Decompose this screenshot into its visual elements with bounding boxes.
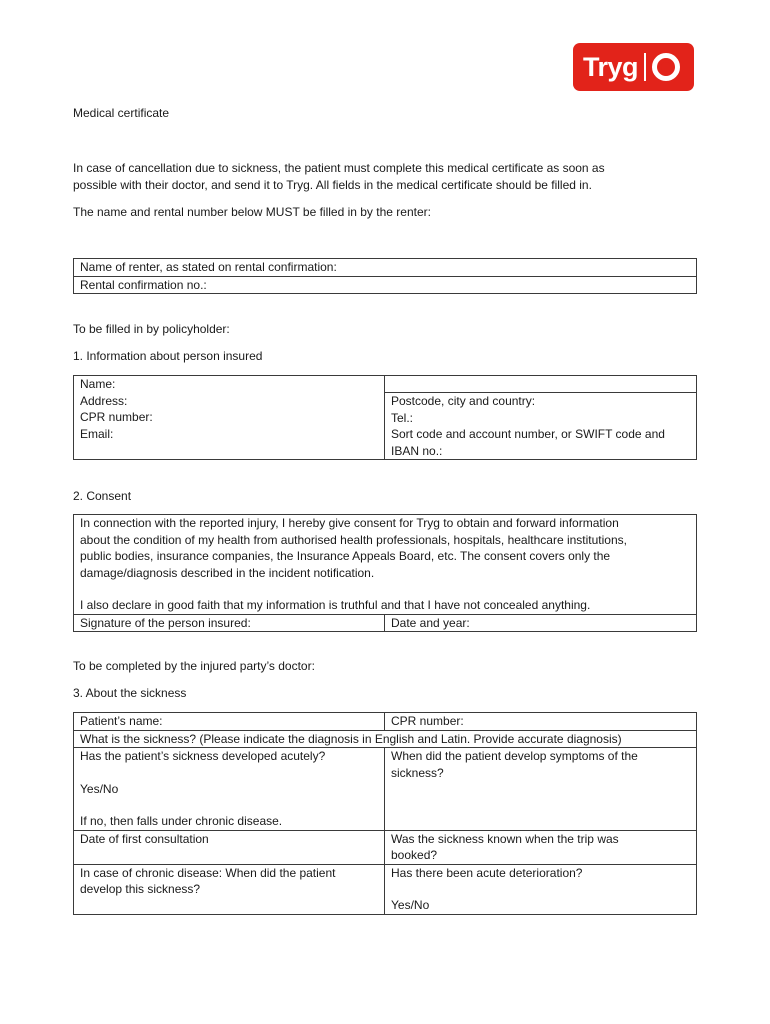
logo-text: Tryg (583, 52, 639, 82)
patient-cpr-field[interactable]: CPR number: (391, 714, 464, 728)
sickness-table (73, 712, 697, 915)
insured-info-table (73, 375, 697, 460)
rental-name-row[interactable] (74, 259, 696, 277)
section3-heading: 3. About the sickness (73, 686, 187, 700)
symptoms-question-line1: When did the patient develop symptoms of the (391, 749, 638, 763)
acute-question-cell[interactable] (74, 748, 385, 830)
consent-table (73, 514, 697, 632)
first-consultation-field[interactable]: Date of first consultation (80, 831, 209, 846)
logo-divider (644, 53, 646, 81)
must-note: The name and rental number below MUST be filled in by the renter: (73, 205, 431, 219)
bank-field-line1[interactable]: Sort code and account number, or SWIFT code and (391, 427, 665, 441)
tryg-logo (573, 43, 694, 91)
insured-left-column (74, 376, 385, 459)
section2-heading: 2. Consent (73, 489, 132, 503)
consent-line-1: In connection with the reported injury, I hereby give consent for Tryg to obtain and forward information (80, 516, 619, 530)
email-field[interactable]: Email: (80, 426, 114, 441)
bank-field-line2[interactable]: IBAN no.: (391, 443, 443, 458)
chronic-row (74, 865, 696, 914)
policyholder-heading: To be filled in by policyholder: (73, 322, 230, 336)
symptoms-question-line2: sickness? (391, 765, 444, 780)
symptoms-cell[interactable] (385, 748, 696, 830)
blank-cell[interactable] (385, 376, 696, 393)
rental-number-row[interactable] (74, 277, 696, 294)
acute-yes-no: Yes/No (80, 781, 119, 796)
intro-line-1: In case of cancellation due to sickness, the patient must complete this medical certificate as soon as (73, 161, 605, 175)
address-field[interactable]: Address: (80, 393, 128, 408)
postcode-field[interactable]: Postcode, city and country: (391, 394, 536, 408)
chronic-cell[interactable] (74, 865, 385, 914)
signature-field[interactable]: Signature of the person insured: (80, 615, 251, 630)
acute-question: Has the patient’s sickness developed acutely? (80, 749, 326, 763)
patient-name-field[interactable]: Patient’s name: (80, 714, 163, 728)
insured-right-column (385, 376, 696, 459)
known-question-line2: booked? (391, 848, 438, 862)
diagnosis-field[interactable]: What is the sickness? (Please indicate the diagnosis in English and Latin. Provide accurate diagnosis) (80, 731, 622, 746)
rental-number-label: Rental confirmation no.: (80, 277, 207, 292)
page-title: Medical certificate (73, 106, 170, 120)
known-cell[interactable] (385, 831, 696, 864)
acute-note: If no, then falls under chronic disease. (80, 814, 283, 828)
rental-name-label: Name of renter, as stated on rental confirmation: (80, 260, 337, 274)
consultation-row (74, 831, 696, 865)
consent-line-3: public bodies, insurance companies, the Insurance Appeals Board, etc. The consent covers only the (80, 549, 611, 563)
diagnosis-row (74, 731, 696, 749)
section1-heading: 1. Information about person insured (73, 349, 263, 363)
chronic-question-line1: In case of chronic disease: When did the patient (80, 865, 336, 880)
acute-row (74, 748, 696, 831)
consent-row (74, 515, 696, 615)
tel-field[interactable]: Tel.: (391, 410, 414, 425)
signature-row (74, 615, 696, 632)
intro-line-2: possible with their doctor, and send it to Tryg. All fields in the medical certificate should be filled in. (73, 178, 592, 192)
consent-line-4: damage/diagnosis described in the incident notification. (80, 565, 375, 580)
chronic-question-line2: develop this sickness? (80, 882, 201, 896)
lifebuoy-icon (651, 52, 681, 82)
declaration-text: I also declare in good faith that my information is truthful and that I have not concealed anything. (80, 598, 591, 612)
deterioration-question: Has there been acute deterioration? (391, 865, 583, 880)
deterioration-yes-no: Yes/No (391, 898, 430, 912)
known-question-line1: Was the sickness known when the trip was (391, 831, 619, 846)
patient-row (74, 713, 696, 731)
date-field[interactable]: Date and year: (391, 615, 470, 630)
rental-table (73, 258, 697, 294)
deterioration-cell[interactable] (385, 865, 696, 914)
cpr-field[interactable]: CPR number: (80, 410, 153, 424)
consent-line-2: about the condition of my health from authorised health professionals, hospitals, healthcare institutions, (80, 532, 627, 547)
doctor-heading: To be completed by the injured party’s doctor: (73, 659, 315, 673)
name-field[interactable]: Name: (80, 377, 116, 391)
